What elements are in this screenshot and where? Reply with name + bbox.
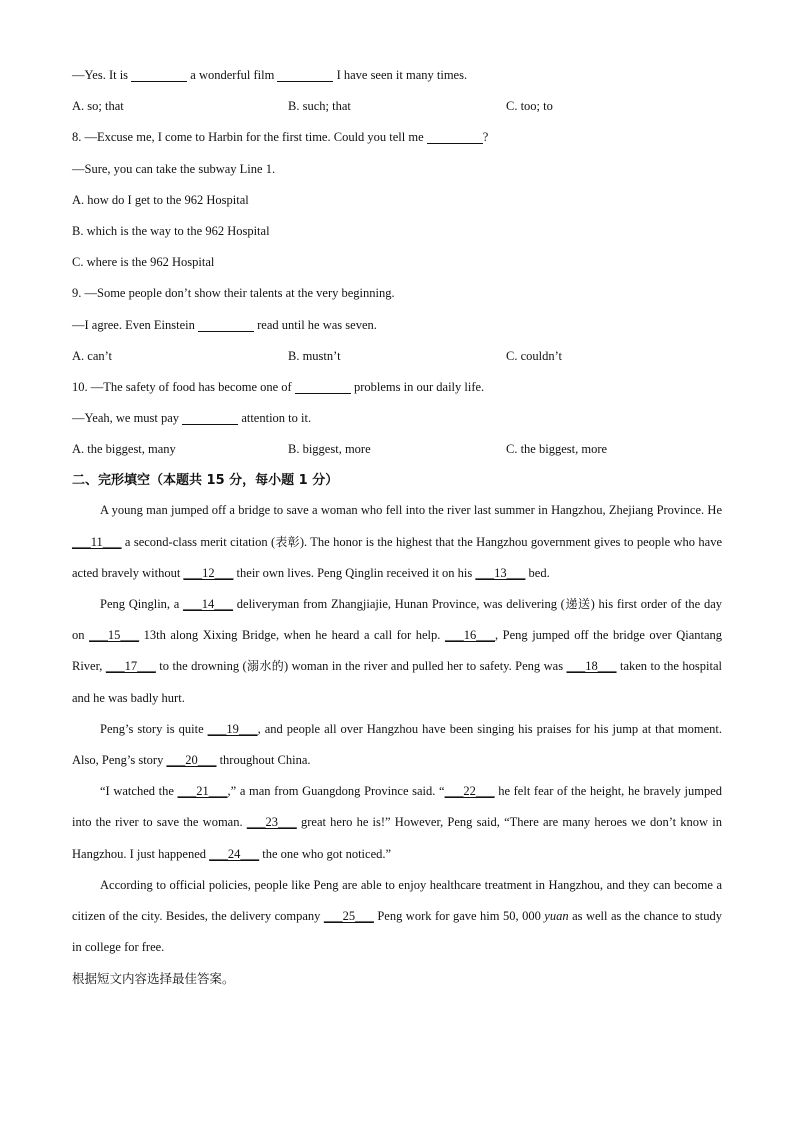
- passage-text: ). The honor is the highest that the Hangzhou government gives to people who have acted bravely without: [72, 534, 722, 580]
- q10-line1-b: problems in our daily life.: [353, 379, 485, 394]
- answer-blank: [295, 378, 351, 394]
- q10-option-c: C. the biggest, more: [506, 442, 608, 457]
- q9-line2-b: read until he was seven.: [257, 317, 377, 332]
- cloze-blank-13: ___13___: [475, 565, 526, 580]
- passage-text: Peng work for gave him 50, 000: [373, 909, 545, 924]
- q8-option-a: A. how do I get to the 962 Hospital: [72, 192, 249, 207]
- q8-line1-a: 8. —Excuse me, I come to Harbin for the first time. Could you tell me: [72, 130, 424, 145]
- currency-word: yuan: [544, 909, 569, 924]
- q10-stem: [72, 376, 722, 407]
- section-heading: 二、完形填空（本题共 15 分，每小题 1 分）: [72, 473, 339, 489]
- answer-blank: [427, 128, 483, 144]
- q10-option-a: A. the biggest, many: [72, 442, 176, 457]
- passage-text: ) his first order of the day on: [72, 597, 722, 643]
- q7-option-c: C. too; to: [506, 99, 553, 114]
- cloze-blank-25: ___25___: [323, 909, 374, 924]
- passage-text: great hero he is!” However, Peng said, “There are many heroes we don’t know in Hangzhou. I just happened: [72, 815, 722, 861]
- q8-line1-b: ?: [482, 130, 489, 145]
- q8-option-c: C. where is the 962 Hospital: [72, 255, 215, 270]
- q7-stem: [72, 64, 722, 95]
- passage-paragraph-1: [72, 495, 722, 589]
- passage-text: as well as the chance to study in college for free.: [72, 909, 723, 955]
- passage-text: , and people all over Hangzhou have been singing his praises for his jump at that moment. Also, Peng’s story: [72, 721, 722, 768]
- passage-text: 13th along Xixing Bridge, when he heard a call for help.: [139, 628, 445, 643]
- answer-blank: [182, 409, 238, 425]
- chinese-gloss: 表彰: [275, 534, 300, 549]
- passage-text: ,” a man from Guangdong Province said. “: [227, 784, 445, 799]
- worksheet-page: [72, 64, 722, 995]
- cloze-blank-18: ___18___: [566, 659, 617, 674]
- cloze-blank-12: ___12___: [183, 565, 234, 580]
- q7-stem-c: I have seen it many times.: [336, 68, 468, 82]
- passage-text: bed.: [525, 565, 550, 580]
- passage-text: he felt fear of the height, he bravely jumped into the river to save the woman.: [72, 784, 722, 830]
- q7-option-b: B. such; that: [288, 99, 351, 114]
- q9-option-b: B. mustn’t: [288, 348, 341, 363]
- passage-text: ) woman in the river and pulled her to safety. Peng was: [284, 659, 567, 674]
- passage-text: “I watched the: [100, 784, 178, 799]
- passage-text: deliveryman from Zhangjiajie, Hunan Province, was delivering (: [233, 597, 565, 612]
- cloze-blank-15: ___15___: [89, 628, 140, 643]
- q9-options: [72, 345, 722, 376]
- passage-paragraph-4: [72, 776, 722, 870]
- passage-text: a second-class merit citation (: [121, 534, 276, 549]
- passage-paragraph-2: [72, 589, 722, 714]
- chinese-gloss: 递送: [564, 597, 591, 612]
- instruction-text: 根据短文内容选择最佳答案。: [72, 971, 235, 987]
- passage-text: A young man jumped off a bridge to save a woman who fell into the river last summer in Hangzhou, Zhejiang Province. He: [100, 503, 722, 518]
- passage-text: taken to the hospital and he was badly hurt.: [72, 659, 722, 705]
- q10-line2-a: —Yeah, we must pay: [72, 411, 180, 426]
- q7-options: [72, 95, 722, 126]
- passage-text: to the drowning (: [155, 659, 247, 674]
- passage-text: , Peng jumped off the bridge over Qiantang River,: [72, 628, 723, 674]
- chinese-gloss: 溺水的: [246, 659, 285, 674]
- q10-line2-b: attention to it.: [241, 411, 312, 426]
- passage-text: their own lives. Peng Qinglin received it on his: [233, 565, 476, 580]
- cloze-blank-16: ___16___: [444, 628, 495, 643]
- passage-paragraph-5: [72, 870, 722, 964]
- cloze-blank-21: ___21___: [177, 784, 228, 799]
- q7-stem-b: a wonderful film: [190, 68, 275, 82]
- passage-text: According to official policies, people like Peng are able to enjoy healthcare treatment in Hangzhou, and they can become a citizen of the city. Besides, the delivery company: [72, 877, 722, 924]
- answer-blank: [131, 66, 187, 82]
- q8-reply: —Sure, you can take the subway Line 1.: [72, 161, 276, 176]
- q7-stem-a: —Yes. It is: [72, 68, 129, 82]
- q9-option-c: C. couldn’t: [506, 348, 563, 363]
- q10-reply: [72, 407, 722, 438]
- cloze-blank-22: ___22___: [444, 784, 495, 799]
- cloze-blank-19: ___19___: [207, 721, 258, 736]
- q9-stem: 9. —Some people don’t show their talents at the very beginning.: [72, 286, 395, 301]
- cloze-blank-24: ___24___: [209, 846, 260, 861]
- q8-stem: [72, 126, 722, 157]
- passage-text: Peng’s story is quite: [100, 721, 208, 736]
- answer-blank: [198, 316, 254, 332]
- cloze-blank-14: ___14___: [183, 597, 234, 612]
- q10-option-b: B. biggest, more: [288, 442, 371, 457]
- q10-options: [72, 438, 722, 469]
- cloze-blank-20: ___20___: [166, 753, 217, 768]
- passage-text: the one who got noticed.”: [259, 846, 392, 861]
- cloze-blank-23: ___23___: [246, 815, 297, 830]
- q7-option-a: A. so; that: [72, 99, 124, 114]
- q8-option-b: B. which is the way to the 962 Hospital: [72, 223, 270, 238]
- passage-text: throughout China.: [216, 753, 311, 768]
- cloze-blank-17: ___17___: [105, 659, 156, 674]
- q9-line2-a: —I agree. Even Einstein: [72, 317, 195, 332]
- passage-text: Peng Qinglin, a: [100, 597, 184, 612]
- passage-paragraph-3: [72, 714, 722, 776]
- answer-blank: [277, 66, 333, 82]
- cloze-blank-11: ___11___: [72, 534, 122, 549]
- q10-line1-a: 10. —The safety of food has become one of: [72, 379, 292, 394]
- q9-reply: [72, 314, 722, 345]
- q9-option-a: A. can’t: [72, 348, 113, 363]
